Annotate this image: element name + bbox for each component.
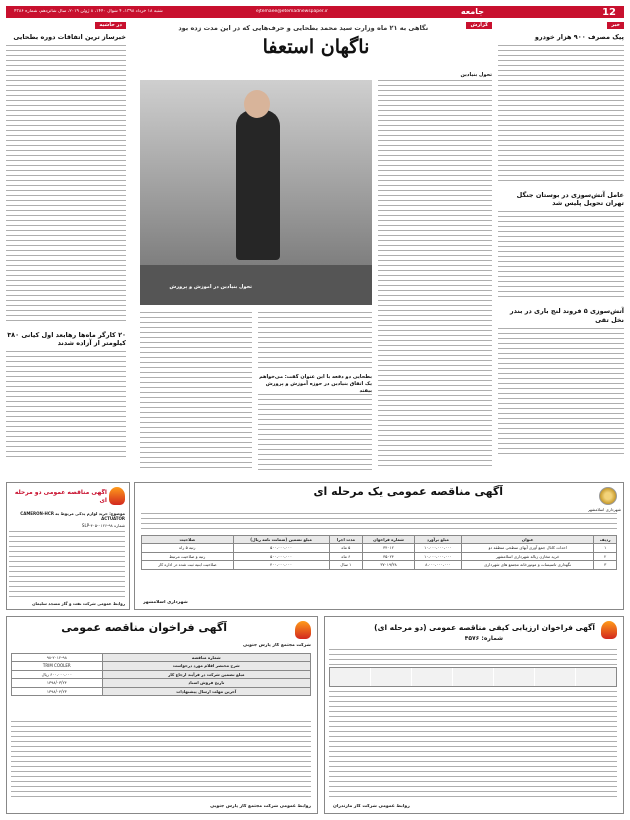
email[interactable]: ejtemaee@etemadnewspaper.ir: [256, 9, 328, 14]
cell-value: ۱۳۹۸/۰۴/۲۳: [12, 687, 103, 695]
left-column: [6, 22, 126, 477]
cell: ۵۰۰،۰۰۰،۰۰۰: [233, 552, 329, 560]
cell: نگهداری تاسیسات و موتورخانه مجتمع های شهرداری: [461, 561, 594, 569]
story-kicker: نگاهی به ۲۱ ماه وزارت سید محمد بطحایی و حرف‌هایی که در این مدت زده بود: [178, 24, 429, 32]
cell-value: TRIM COOLER: [12, 662, 103, 670]
section-title: جامعه: [460, 7, 484, 16]
cell-value: ۱۳۹۸/۰۳/۲۴: [12, 679, 103, 687]
date-line: شنبه ۱۸ خرداد ۱۳۹۸، ۴ شوال ۱۴۴۰، ۸ ژوئن ۲۰۱۹، سال شانزدهم، شماره ۴۳۸۶: [14, 9, 163, 14]
ad1-org: شهرداری اسلامشهر: [587, 507, 621, 512]
person-figure: [236, 110, 280, 260]
cell: صلاحیت ابنیه ثبت شده در اداره کار: [142, 561, 234, 569]
col-radif: ردیف: [594, 536, 617, 544]
col-title: عنوان: [461, 536, 594, 544]
cell: رتبه و صلاحیت مرتبط: [142, 552, 234, 560]
ad-two-stage-tender: [6, 482, 130, 610]
ad1-title: آگهی مناقصه عمومی یک مرحله ای: [313, 485, 503, 498]
ad4-table: [11, 653, 311, 696]
ad1-footer: شهرداری اسلامشهر: [143, 599, 188, 605]
right-text-1: [498, 45, 624, 185]
ad4-title: آگهی فراخوان مناقصه عمومی: [61, 621, 227, 634]
right-headline-3: آتش‌سوزی ۵ فروند لنج باری در بندر نخل تقی: [509, 307, 624, 324]
cell-label: تاریخ فروش اسناد: [102, 679, 310, 687]
col-call-no: شماره فراخوان: [363, 536, 415, 544]
cell-label: شماره مناقصه: [102, 654, 310, 662]
ad-call-for-tender: [6, 616, 318, 814]
ad4-table-wrap: [11, 653, 311, 696]
cell: خرید مخازن زباله شهرداری اسلامشهر: [461, 552, 594, 560]
ad4-body: [11, 721, 311, 801]
ad-tender-islamshahr: [134, 482, 624, 610]
pars-logo: [295, 621, 311, 639]
cell: ۵ ماه: [329, 544, 363, 552]
gas-logo: [601, 621, 617, 639]
cell: ۶ ماه: [329, 552, 363, 560]
cell-label: شرح مختصر اقلام مورد درخواست: [102, 662, 310, 670]
thought-tag: در حاشیه: [95, 22, 126, 29]
page-number: 12: [602, 7, 616, 18]
cell: احداث کانال جمع آوری آبهای سطحی منطقه دو: [461, 544, 594, 552]
cell-label: مبلغ تضمین شرکت در فرآیند ارجاع کار: [102, 670, 310, 678]
table-row: [12, 670, 311, 678]
pull-quote-2: تحول بنیادین در آموزش و پرورش: [169, 284, 252, 290]
masthead: [6, 6, 624, 18]
ad2-footer: روابط عمومی شرکت نفت و گاز مسجد سلیمان: [32, 600, 125, 606]
cell: ۵۰۰،۰۰۰،۰۰۰: [233, 544, 329, 552]
report-tag: گزارش: [466, 22, 492, 29]
col-estimate: مبلغ برآورد: [414, 536, 461, 544]
news-tag: خبر: [607, 22, 624, 29]
story-text-mid: [258, 312, 372, 372]
col-duration: مدت اجرا: [329, 536, 363, 544]
cell: ۴۰۰،۰۰۰،۰۰۰: [233, 561, 329, 569]
left-headline-1: خبرساز ترین اتفاقات دوره بطحایی: [13, 32, 126, 41]
ad1-intro: [141, 513, 617, 531]
right-headline-2: عامل آتش‌سوزی در بوستان جنگل تهران تحویل پلیس شد: [516, 190, 624, 208]
table-row: [142, 552, 617, 560]
ad3-table: [329, 667, 617, 687]
cell: ۳۴۰۱۲: [363, 544, 415, 552]
story-photo: [140, 80, 372, 305]
ad2-subtitle: موضوع: خرید لوازم یدکی مربوط به CAMERON-HCR ACTUATOR: [20, 511, 125, 522]
cell: ۲: [594, 552, 617, 560]
ad2-number: شماره ۹۸-۰۱۲۶-۴۰۵-SLP: [81, 523, 125, 528]
org-logo: [599, 487, 617, 505]
table-row: [12, 687, 311, 695]
ad1-table-wrap: [141, 535, 617, 570]
ad3-number: شماره: ۴۵۷۶: [464, 635, 503, 642]
main-story: [140, 22, 492, 477]
ad3-body: [329, 691, 617, 801]
cell-value: ۹۸-۲۰۱۲-۹۸: [12, 654, 103, 662]
ad4-subtitle: شرکت مجتمع گاز پارس جنوبی: [242, 643, 311, 648]
col-guarantee: مبلغ تضمین (ضمانت نامه ریال): [233, 536, 329, 544]
story-text-right: [378, 80, 492, 470]
person-head: [244, 90, 270, 118]
left-headline-2: ۲۰ کارگر ماه‌ها رهابعد اول کیانی ۳۸۰ کیلومتر از آزاده شدند: [7, 330, 126, 348]
story-subhead: تحول بنیادین: [460, 72, 492, 78]
table-row: [142, 561, 617, 569]
story-text-mid-2: [258, 394, 372, 470]
right-column: [498, 22, 624, 477]
ad1-table: [141, 535, 617, 570]
right-text-3: [498, 328, 624, 458]
right-text-2: [498, 211, 624, 301]
cell: ۸،۰۰۰،۰۰۰،۰۰۰: [414, 561, 461, 569]
cell-label: آخرین مهلت ارسال پیشنهادات: [102, 687, 310, 695]
ad2-body: [9, 531, 125, 597]
ad3-footer: روابط عمومی شرکت گاز مازندران: [333, 803, 410, 809]
ad3-intro: [329, 649, 617, 665]
right-headline-1: پیک مصرف ۹۰۰ هزار خودرو: [534, 32, 624, 41]
table-row: [142, 544, 617, 552]
cell: ۱۰،۰۰۰،۰۰۰،۰۰۰: [414, 552, 461, 560]
cell: ۳۷۰۱۹/۳۸: [363, 561, 415, 569]
ad-quality-assessment: [324, 616, 624, 814]
ad3-title: آگهی فراخوان ارزیابی کیفی مناقصه عمومی (دو مرحله ای): [374, 623, 595, 632]
ad2-title: آگهی مناقصه عمومی دو مرحله ای: [14, 489, 107, 505]
cell-value: ۶۰۰،۰۰۰،۰۰۰ ریال: [12, 670, 103, 678]
cell: ۱: [594, 544, 617, 552]
table-row: [12, 662, 311, 670]
story-text-left: [140, 312, 252, 472]
cell: ۱ سال: [329, 561, 363, 569]
left-text-1: [6, 45, 126, 325]
flame-logo: [109, 487, 125, 505]
table-row: [12, 679, 311, 687]
story-headline: ناگهان استعفا: [262, 35, 370, 58]
table-row: [12, 654, 311, 662]
cell: ۳: [594, 561, 617, 569]
col-qualification: صلاحیت: [142, 536, 234, 544]
left-text-2: [6, 351, 126, 461]
pull-quote-1: بطحایی دو دفعه با این عنوان گفت: می‌خواهم یک اتفاق بنیادین در حوزه آموزش و پرورش بیفتد: [259, 374, 372, 394]
ad4-footer: روابط عمومی شرکت مجتمع گاز پارس جنوبی: [210, 803, 311, 809]
cell: رتبه ۵ راه: [142, 544, 234, 552]
cell: ۳۵۰۲۴: [363, 552, 415, 560]
cell: ۱۰،۰۰۰،۰۰۰،۰۰۰: [414, 544, 461, 552]
